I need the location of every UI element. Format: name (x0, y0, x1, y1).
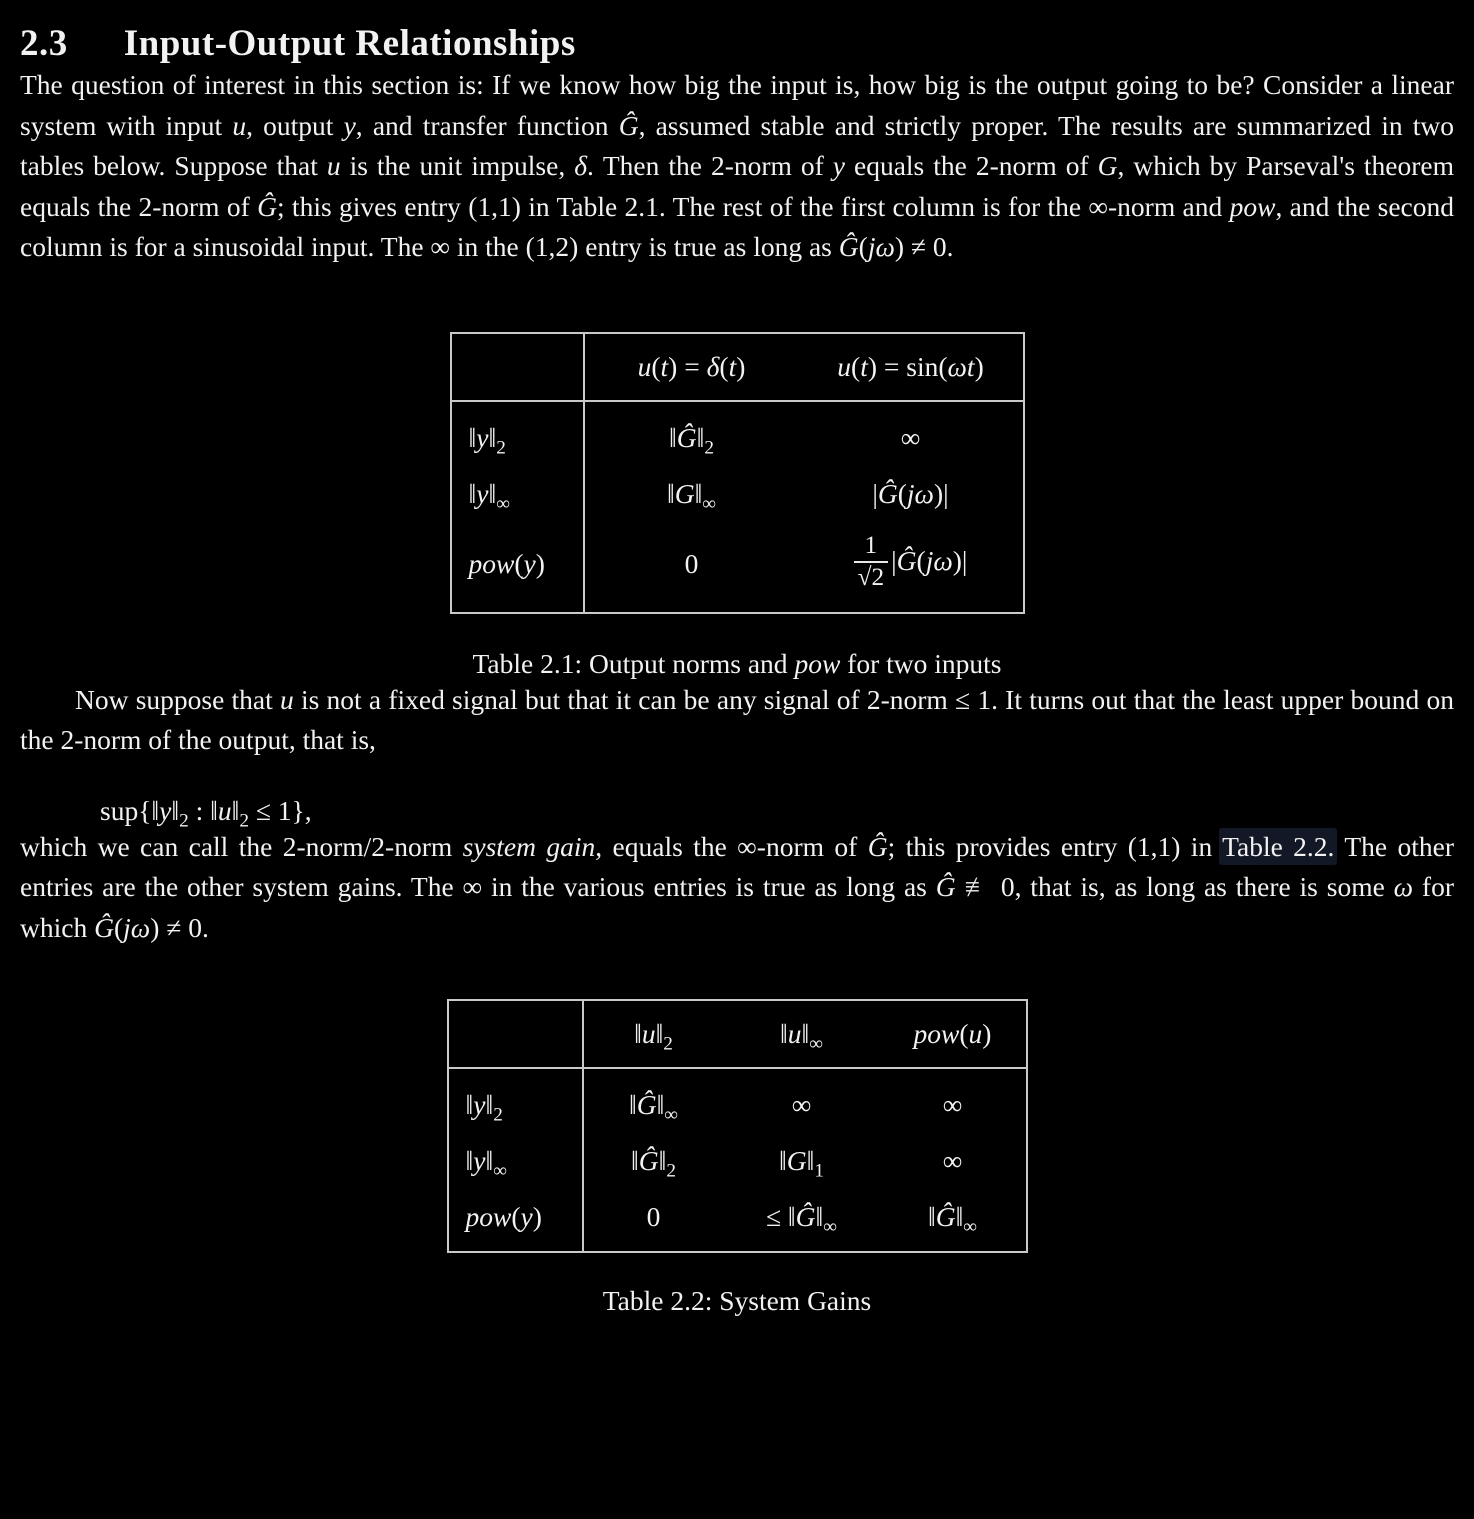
sup-norm-formula: $sup\{‖y‖_2$ : $‖u‖_2 \le 1$}, (100, 794, 312, 832)
table-2-2-column-header: pow(u) (880, 1000, 1027, 1068)
section-title: Input-Output Relationships (123, 23, 576, 64)
table-2-2-caption: Table 2.2: System Gains (602, 1284, 872, 1316)
paragraph-3: which we can call the 2-norm/2-norm system gain, equals the ∞-norm of Ĝ; this provides entry (1,1) in Table 2.2. The other entries are the other system gains. The ∞ in the various entries is true as long as Ĝ ≢ 0, that is, as long as there is some ω for which Ĝ(jω) ≠ 0. (20, 830, 1454, 943)
table-2-2-cell: 0 (646, 1200, 661, 1232)
table-2-1-row (451, 401, 1024, 466)
table-2-2 (447, 999, 1028, 1253)
table-2-1 (450, 332, 1025, 614)
table-2-1-row (451, 466, 1024, 522)
section-heading (20, 22, 1454, 65)
table-2-2-row (448, 1068, 1027, 1133)
table-2-1-row-label: $‖y‖_2$ (451, 401, 584, 466)
table-2-2-row (448, 1189, 1027, 1252)
table-2-1-cell: $‖G‖_\infty$ (666, 477, 717, 515)
table-2-1-cell: $‖Ĝ‖_2$ (669, 421, 714, 459)
table-2-2-link-highlight[interactable]: Table 2.2. (1222, 830, 1335, 862)
table-2-2-cell: ∞ (942, 1144, 963, 1176)
table-2-1-row-label: pow(y) (451, 522, 584, 613)
table-2-2-row (448, 1133, 1027, 1189)
table-2-2-cell: $‖Ĝ‖_\infty$ (628, 1088, 679, 1126)
table-2-1-caption: Table 2.1: Output norms and pow for two inputs (472, 647, 1002, 679)
table-2-1-corner-cell (451, 333, 584, 401)
table-2-1-column-header: u(t) = δ(t) (584, 333, 799, 401)
table-2-2-cell: $‖Ĝ‖_\infty$ (927, 1200, 978, 1238)
table-2-2-row-label: $‖y‖_2$ (448, 1068, 583, 1133)
table-2-1-column-header: u(t) = sin(ωt) (799, 333, 1024, 401)
table-2-2-cell: $‖Ĝ‖_2$ (631, 1144, 676, 1182)
table-2-1-cell: $\frac{1}{√2}$ |Ĝ(jω)| (799, 522, 1024, 613)
table-2-1-cell: 0 (684, 547, 699, 579)
table-2-1-header-row (451, 333, 1024, 401)
table-2-2-column-header: $‖u‖_2$ (583, 1000, 724, 1068)
table-2-2-row-label: pow(y) (448, 1189, 583, 1252)
table-2-2-row-label: $‖y‖_\infty$ (448, 1133, 583, 1189)
table-2-2-cell: ∞ (791, 1088, 812, 1120)
table-2-2-cell: ∞ (942, 1088, 963, 1120)
table-2-2-column-header: $‖u‖_\infty$ (724, 1000, 880, 1068)
table-2-1-row (451, 522, 1024, 613)
table-2-2-container (20, 999, 1454, 1317)
section-number: 2.3 (20, 23, 68, 64)
table-2-2-cell: ≤ $‖Ĝ‖_\infty$ (765, 1200, 838, 1238)
fraction: $\frac{1}{√2}$ (854, 532, 889, 592)
table-2-2-cell: $‖G‖_1$ (779, 1144, 824, 1182)
paragraph-2: Now suppose that u is not a fixed signal but that it can be any signal of 2-norm ≤ 1. It turns out that the least upper bound on the 2-norm of the output, that is, (20, 683, 1454, 756)
paragraph-1: The question of interest in this section is: If we know how big the input is, how big is the output going to be? Consider a linear system with input u, output y, and transfer function Ĝ, assumed stable and strictly proper. The results are summarized in two tables below. Suppose that u is the unit impulse, δ. Then the 2-norm of y equals the 2-norm of G, which by Parseval's theorem equals the 2-norm of Ĝ; this gives entry (1,1) in Table 2.1. The rest of the first column is for the ∞-norm and pow, and the second column is for a sinusoidal input. The ∞ in the (1,2) entry is true as long as Ĝ(jω) ≠ 0. (20, 69, 1455, 263)
table-2-1-cell: |Ĝ(jω)| (872, 477, 949, 509)
table-2-2-header-row (448, 1000, 1027, 1068)
table-2-1-cell: ∞ (900, 421, 921, 453)
table-2-2-corner-cell (448, 1000, 583, 1068)
table-2-1-row-label: $‖y‖_\infty$ (451, 466, 584, 522)
table-2-1-container (20, 332, 1454, 680)
